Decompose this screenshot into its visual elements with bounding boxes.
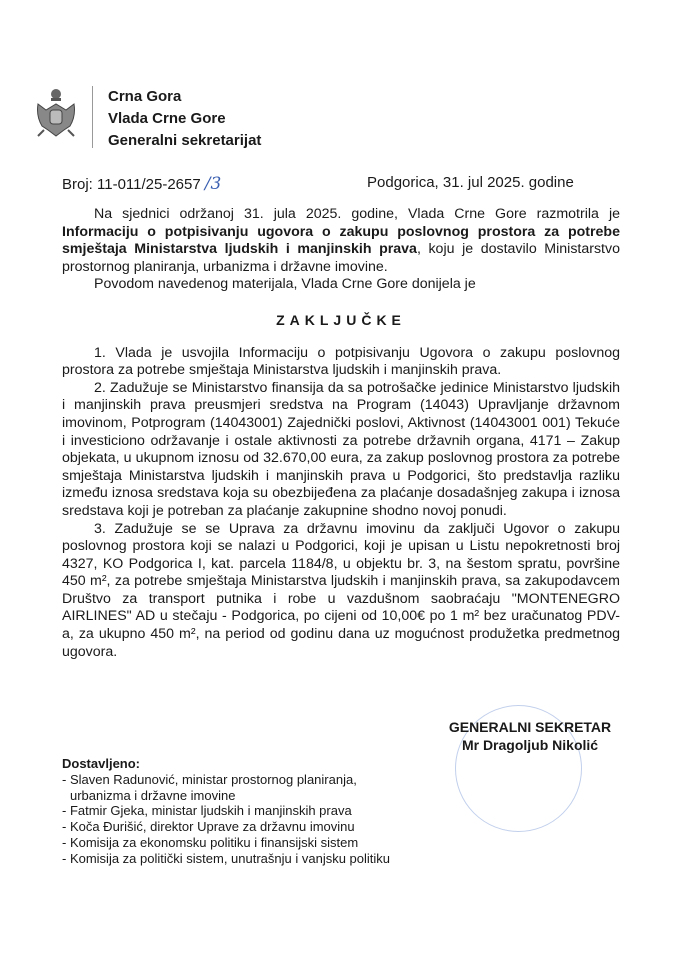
intro-text-end: , koju je dostavilo Ministarstvo prostornog planiranja, urbanizma i državne imovine. (62, 241, 620, 275)
government-name: Vlada Crne Gore (108, 110, 226, 127)
place-date: Podgorica, 31. jul 2025. godine (367, 174, 574, 191)
section-title: ZAKLJUČKE (276, 311, 406, 328)
intro-paragraph (62, 206, 620, 276)
distribution-list (62, 756, 390, 867)
document-body (62, 206, 620, 661)
list-item: - Komisija za politički sistem, unutrašnju i vanjsku politiku (62, 850, 391, 866)
intro-text: Na sjednici održanoj 31. jula 2025. godine, Vlada Crne Gore razmotrila je (94, 206, 620, 222)
intro-subject: Informaciju o potpisivanju ugovora o zakupu poslovnog prostora za potrebe smještaja Ministarstva ljudskih i manjinskih prava (62, 223, 620, 258)
country-name: Crna Gora (108, 88, 182, 105)
distribution-heading: Dostavljeno: (62, 756, 141, 771)
header-divider (92, 86, 93, 148)
coat-of-arms-logo (34, 86, 78, 140)
conclusion-3: 3. Zadužuje se se Uprava za državnu imovinu da zaključi Ugovor o zakupu poslovnog prostora koji se nalazi u Podgorici, koji je upisan u Listu nepokretnosti broj 4327, KO Podgorica I, kat. parcela 1184/8, u objektu br. 3, na šestom spratu, površine 450 m², za potrebe smještaja Ministarstva ljudskih i manjinskih prava, sa zakupodavcem Društvo za transport putnika i robe u vazdušnom saobraćaju "MONTENEGRO AIRLINES" AD u stečaju - Podgorica, po cijeni od 10,00€ po 1 m² bez uračunatog PDV-a, za ukupno 450 m², na period od godinu dana uz mogućnost produžetka predmetnog ugovora. (62, 520, 620, 660)
issuer-header (108, 86, 261, 152)
list-item: - Slaven Radunović, ministar prostornog planiranja, (62, 771, 357, 787)
list-item: - Komisija za ekonomsku politiku i finansijski sistem (62, 834, 359, 850)
handwritten-suffix: /3 (204, 174, 222, 194)
conclusion-1: 1. Vlada je usvojila Informaciju o potpisivanju Ugovora o zakupu poslovnog prostora za potrebe smještaja Ministarstva ljudskih i manjinskih prava. (62, 344, 620, 379)
signature-block (430, 718, 630, 754)
list-item: - Fatmir Gjeka, ministar ljudskih i manjinskih prava (62, 803, 352, 819)
reference-number-text: Broj: 11-011/25-2657 (62, 176, 201, 193)
list-item: urbanizma i državne imovine (70, 787, 236, 803)
signatory-name: Mr Dragoljub Nikolić (461, 737, 599, 753)
conclusion-2: 2. Zadužuje se Ministarstvo finansija da sa potrošačke jedinice Ministarstvo ljudskih i manjinskih prava preusmjeri sredstva na Program (14043) Upravljanje državnom imovinom, Potprogram (14043001) Zajednički poslovi, Aktivnost (14043001 001) Tekuće i investiciono održavanje i ostale aktivnosti za potrebe državnih organa, 4171 – Zakup objekata, u ukupnom iznosu od 32.670,00 eura, za zakup poslovnog prostora za potrebe smještaja Ministarstva ljudskih i manjinskih prava u Podgorici, što predstavlja razliku između iznosa sredstava koja su obezbijeđena za plaćanje dosadašnjeg zakupa i iznosa sredstava koji je potreban za plaćanje zakupnine shodno novoj ponudi. (62, 379, 620, 519)
intro-line-2: Povodom navedenog materijala, Vlada Crne Gore donijela je (94, 276, 476, 293)
reference-number (62, 174, 221, 194)
office-name: Generalni sekretarijat (108, 132, 262, 149)
signatory-title: GENERALNI SEKRETAR (448, 719, 612, 735)
list-item: - Koča Đurišić, direktor Uprave za državnu imovinu (62, 819, 355, 835)
